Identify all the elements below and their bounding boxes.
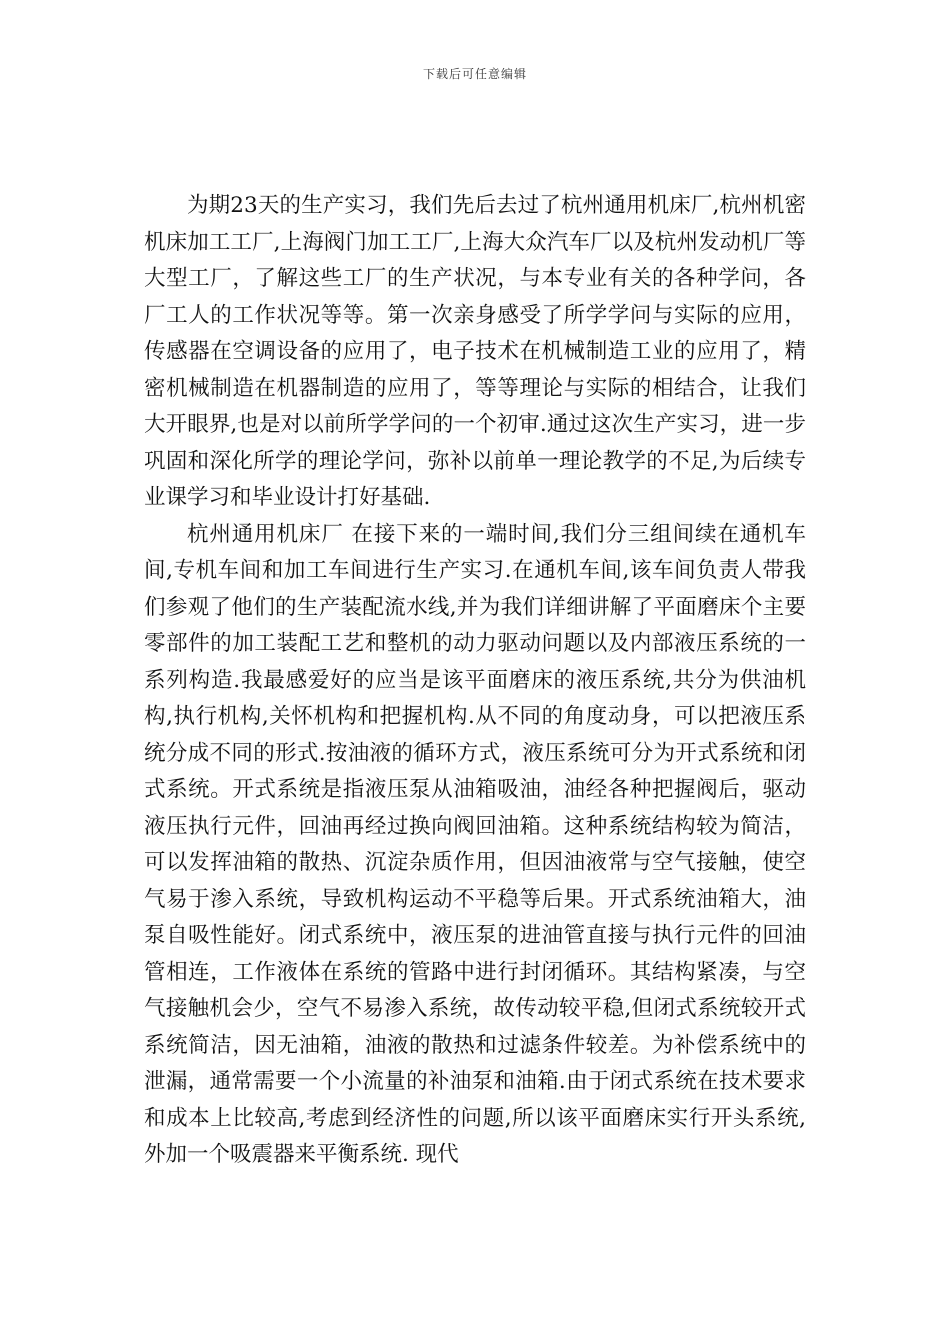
page-header-note: 下载后可任意编辑 (422, 67, 527, 81)
paragraph-internship-overview: 为期23天的生产实习，我们先后去过了杭州通用机床厂,杭州机密机床加工工厂,上海阀门加工工厂,上海大众汽车厂以及杭州发动机厂等大型工厂，了解这些工厂的生产状况，与本专业有关的各种学问，各厂工人的工作状况等等。第一次亲身感受了所学学问与实际的应用，传感器在空调设备的应用了，电子技术在机械制造工业的应用了，精密机械制造在机器制造的应用了，等等理论与实际的相结合，让我们大开眼界,也是对以前所学学问的一个初审.通过这次生产实习，进一步巩固和深化所学的理论学问，弥补以前单一理论教学的不足,为后续专业课学习和毕业设计打好基础. (144, 193, 806, 510)
paragraph-hangzhou-machine-tool-factory: 杭州通用机床厂 在接下来的一端时间,我们分三组间续在通机车间,专机车间和加工车间进行生产实习.在通机车间,该车间负责人带我们参观了他们的生产装配流水线,并为我们详细讲解了平面磨床个主要零部件的加工装配工艺和整机的动力驱动问题以及内部液压系统的一系列构造.我最感爱好的应当是该平面磨床的液压系统,共分为供油机构,执行机构,关怀机构和把握机构.从不同的角度动身，可以把液压系统分成不同的形式.按油液的循环方式，液压系统可分为开式系统和闭式系统。开式系统是指液压泵从油箱吸油，油经各种把握阀后，驱动液压执行元件，回油再经过换向阀回油箱。这种系统结构较为简洁，可以发挥油箱的散热、沉淀杂质作用，但因油液常与空气接触，使空气易于渗入系统，导致机构运动不平稳等后果。开式系统油箱大，油泵自吸性能好。闭式系统中，液压泵的进油管直接与执行元件的回油管相连，工作液体在系统的管路中进行封闭循环。其结构紧凑，与空气接触机会少，空气不易渗入系统，故传动较平稳,但闭式系统较开式系统简洁，因无油箱，油液的散热和过滤条件较差。为补偿系统中的泄漏，通常需要一个小流量的补油泵和油箱.由于闭式系统在技术要求和成本上比较高,考虑到经济性的问题,所以该平面磨床实行开头系统,外加一个吸震器来平衡系统. 现代 (144, 521, 806, 1167)
document-body (144, 188, 806, 1174)
